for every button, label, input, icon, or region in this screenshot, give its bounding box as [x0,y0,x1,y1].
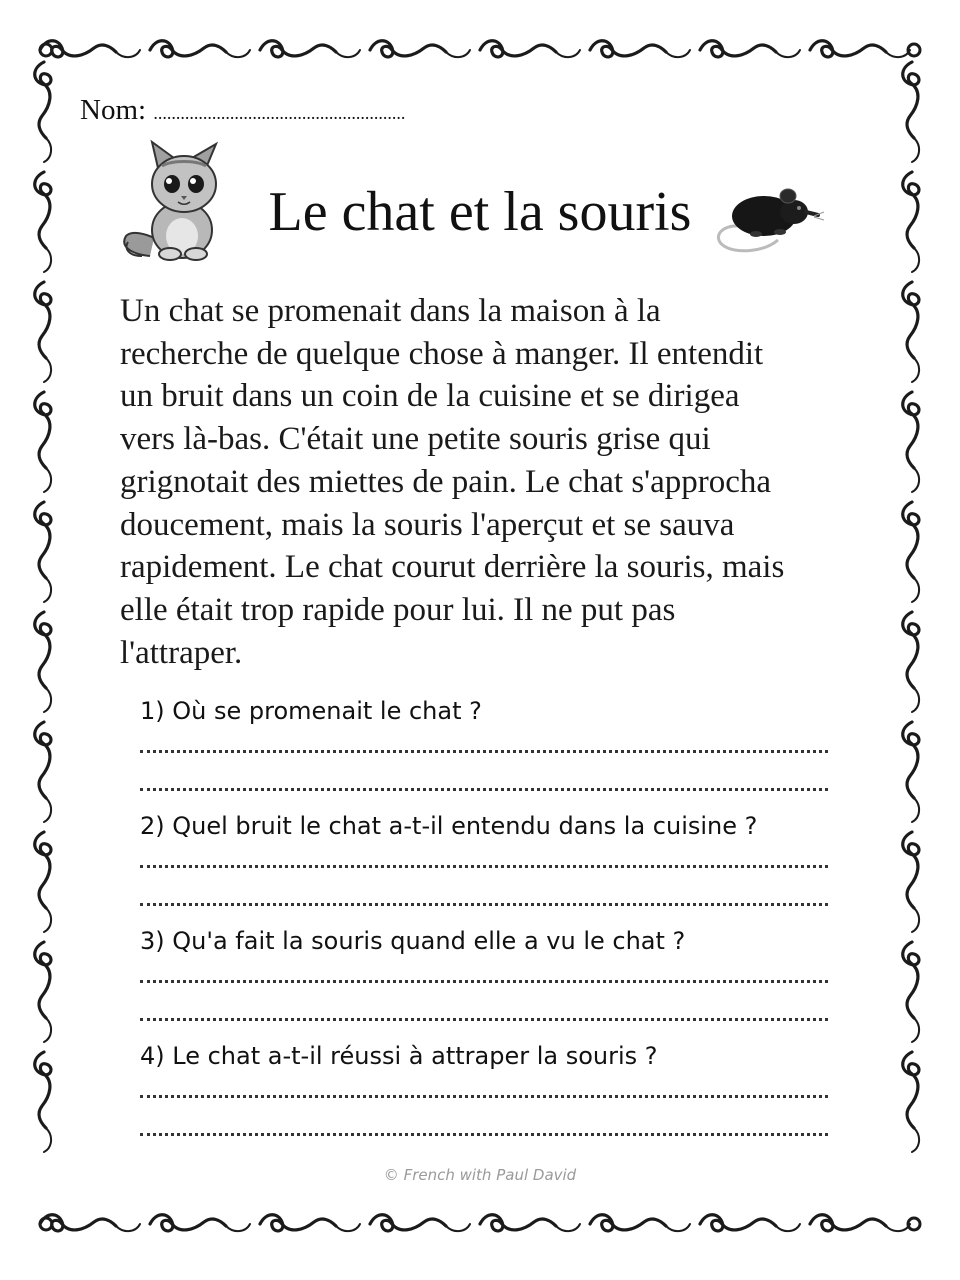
answer-line[interactable] [140,730,840,768]
story-line: grignotait des miettes de pain. Le chat s'approcha [120,463,772,500]
answer-line[interactable] [140,1075,840,1113]
answer-line[interactable] [140,883,840,921]
story-text [120,290,850,674]
border-left [35,62,51,1152]
border-right [903,62,919,1152]
story-line: Un chat se promenait dans la maison à la [120,293,661,329]
border-bottom [40,1215,910,1231]
story-line: doucement, mais la souris l'aperçut et se sauva [120,506,735,543]
question-text: 3) Qu'a fait la souris quand elle a vu le chat ? [140,927,686,955]
story-line: vers là-bas. C'était une petite souris grise qui [120,421,711,458]
name-field[interactable] [80,94,405,127]
answer-line[interactable] [140,998,840,1036]
question-text: 1) Où se promenait le chat ? [140,697,482,725]
question-list [140,692,840,1152]
question-text: 2) Quel bruit le chat a-t-il entendu dans la cuisine ? [140,812,758,840]
question-item [140,922,840,1037]
worksheet-title: Le chat et la souris [268,181,692,243]
question-item [140,807,840,922]
cat-illustration [120,138,238,262]
name-dots: ........................................................ [153,103,406,123]
name-label: Nom: [80,94,147,126]
answer-line[interactable] [140,845,840,883]
mouse-illustration [714,182,826,258]
story-line: rapidement. Le chat courut derrière la souris, mais [120,549,785,586]
question-item [140,1037,840,1152]
question-item [140,692,840,807]
story-line: l'attraper. [120,634,243,671]
answer-line[interactable] [140,1113,840,1151]
answer-line[interactable] [140,960,840,998]
story-line: un bruit dans un coin de la cuisine et se dirigea [120,378,740,415]
border-top [40,41,910,57]
question-text: 4) Le chat a-t-il réussi à attraper la souris ? [140,1042,658,1070]
answer-line[interactable] [140,768,840,806]
copyright-credit: © French with Paul David [383,1166,577,1184]
story-line: recherche de quelque chose à manger. Il entendit [120,335,764,372]
story-line: elle était trop rapide pour lui. Il ne put pas [120,591,676,628]
